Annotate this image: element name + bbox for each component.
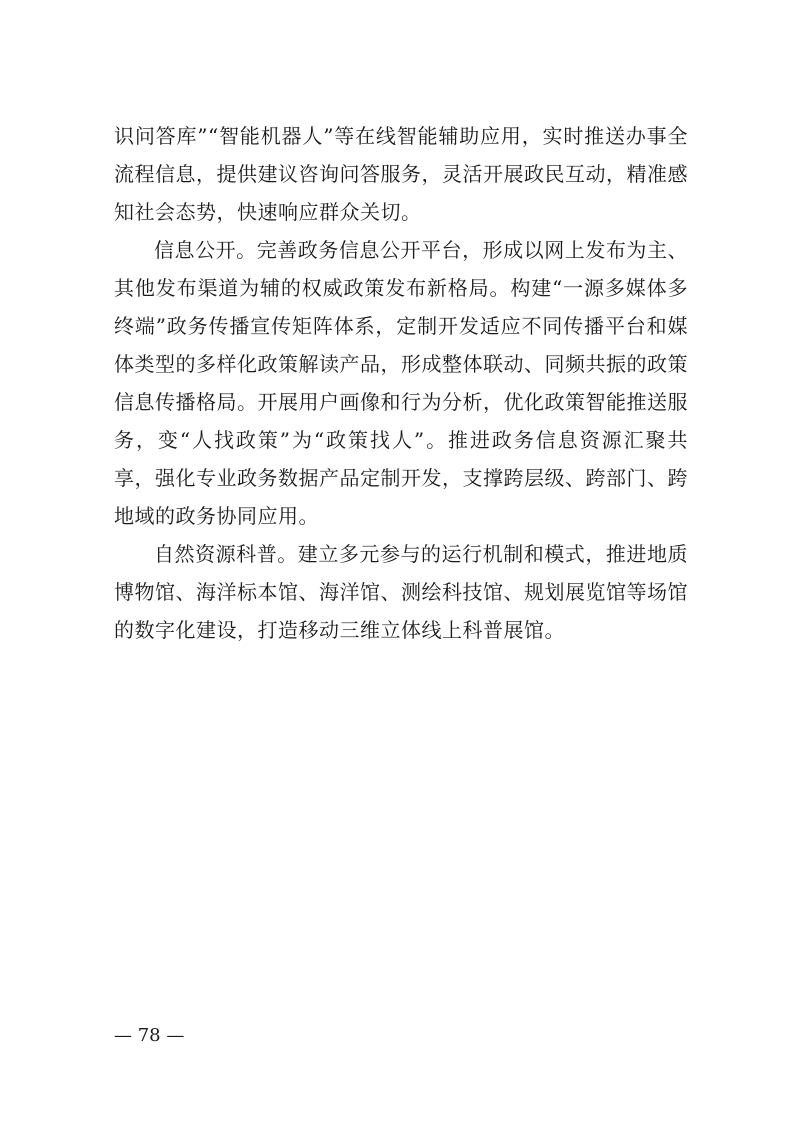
paragraph-information-disclosure: 信息公开。完善政务信息公开平台，形成以网上发布为主、其他发布渠道为辅的权威政策发布新格局。构建“一源多媒体多终端”政务传播宣传矩阵体系，定制开发适应不同传播平台和媒体类型的多样化政策解读产品，形成整体联动、同频共振的政策信息传播格局。开展用户画像和行为分析，优化政策智能推送服务，变“人找政策”为“政策找人”。推进政务信息资源汇聚共享，强化专业政务数据产品定制开发，支撑跨层级、跨部门、跨地域的政务协同应用。 [114, 238, 688, 528]
paragraph-natural-resources-science: 自然资源科普。建立多元参与的运行机制和模式，推进地质博物馆、海洋标本馆、海洋馆、测绘科技馆、规划展览馆等场馆的数字化建设，打造移动三维立体线上科普展馆。 [114, 542, 688, 642]
page-number: — 78 — [114, 1025, 185, 1046]
body-text [114, 117, 688, 649]
paragraph-continuation: 识问答库”“智能机器人”等在线智能辅助应用，实时推送办事全流程信息，提供建议咨询问答服务，灵活开展政民互动，精准感知社会态势，快速响应群众关切。 [114, 124, 688, 224]
